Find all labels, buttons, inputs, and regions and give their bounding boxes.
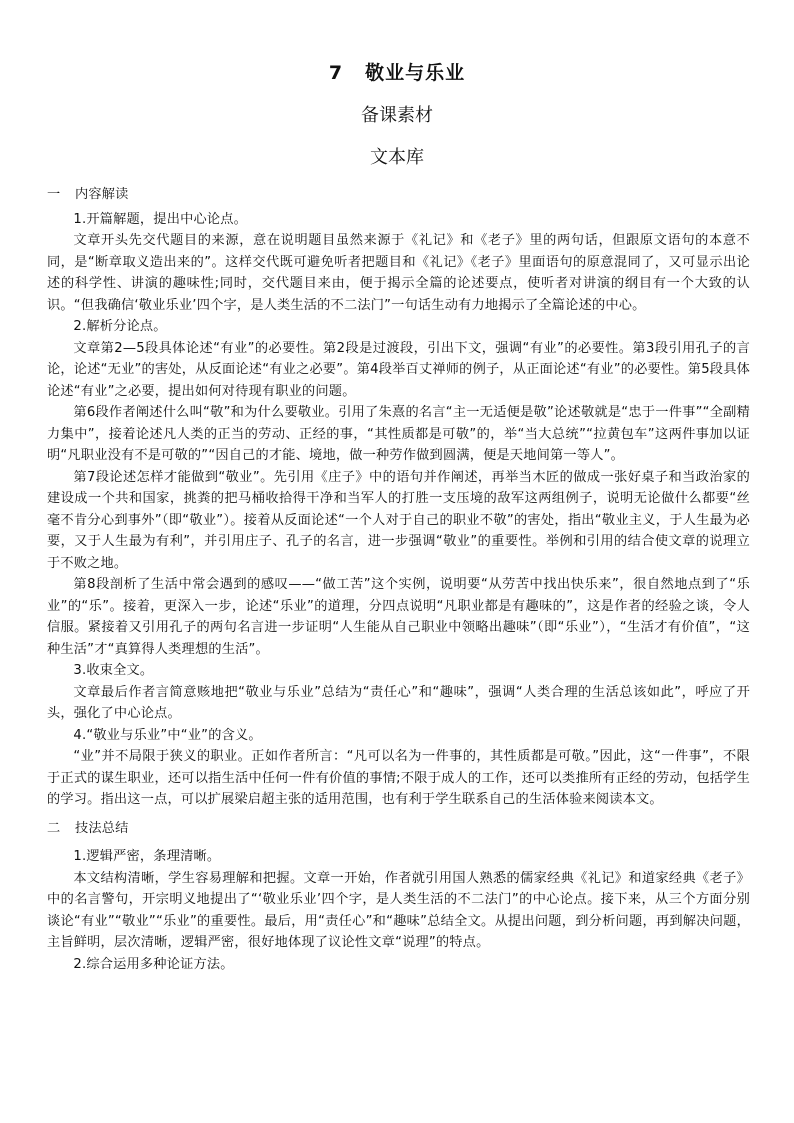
list-item: 3.收束全文。 bbox=[73, 663, 154, 678]
paragraph: 文章最后作者言简意赅地把“敬业与乐业”总结为“责任心”和“趣味”，强调“人类合理的生活总该如此”，呼应了开头，强化了中心论点。 bbox=[47, 684, 750, 721]
section-heading-1 bbox=[47, 184, 750, 206]
document-body bbox=[47, 184, 750, 975]
lesson-number: 7 bbox=[328, 62, 344, 84]
paragraph: 第6段作者阐述什么叫“敬”和为什么要敬业。引用了朱熹的名言“主一无适便是敬”论述敬就是“忠于一件事”“全副精力集中”，接着论述凡人类的正当的劳动、正经的事，“其性质都是可敬”的，举“当大总统”“拉黄包车”这两件事加以证明“凡职业没有不是可敬的”“因自己的才能、境地，做一种劳作做到圆满，便是天地间第一等人”。 bbox=[47, 405, 750, 463]
list-item: 1.开篇解题，提出中心论点。 bbox=[73, 211, 248, 227]
subtitle-2: 文本库 bbox=[370, 147, 424, 168]
lesson-title bbox=[0, 58, 794, 85]
paragraph: 第7段论述怎样才能做到“敬业”。先引用《庄子》中的语句并作阐述，再举当木匠的做成一张好桌子和当政治家的建设成一个共和国家，挑粪的把马桶收拾得干净和当军人的打胜一支压境的敌军这两组例子，说明无论做什么都要“丝毫不肯分心到事外”（即“敬业”）。接着从反面论述“一个人对于自己的职业不敬”的害处，指出“敬业主义，于人生最为必要，又于人生最为有利”，并引用庄子、孔子的名言，进一步强调“敬业”的重要性。举例和引用的结合使文章的说理立于不败之地。 bbox=[47, 469, 750, 571]
list-item: 1.逻辑严密，条理清晰。 bbox=[73, 849, 221, 864]
section-title: 技法总结 bbox=[75, 820, 129, 836]
paragraph: 第8段剖析了生活中常会遇到的感叹——“做工苦”这个实例，说明要“从劳苦中找出快乐来”，很自然地点到了“乐业”的“乐”。接着，更深入一步，论述“乐业”的道理，分四点说明“凡职业都是有趣味的”，这是作者的经验之谈，令人信服。紧接着又引用孔子的两句名言进一步证明“人生能从自己职业中领略出趣味”（即“乐业”），“生活才有价值”，“这种生活”才“真算得人类理想的生活”。 bbox=[47, 577, 750, 657]
list-item: 4.“敬业与乐业”中“业”的含义。 bbox=[73, 727, 262, 743]
section-number: 一 bbox=[47, 187, 61, 202]
lesson-title-text: 敬业与乐业 bbox=[365, 62, 466, 84]
section-heading-2 bbox=[47, 818, 750, 840]
section-number: 二 bbox=[47, 820, 61, 836]
paragraph: 文章开头先交代题目的来源，意在说明题目虽然来源于《礼记》和《老子》里的两句话，但跟原文语句的本意不同，是“断章取义造出来的”。这样交代既可避免听者把题目和《礼记》《老子》里面语句的原意混同了，又可显示出论述的科学性、讲演的趣味性;同时，交代题目来由，便于揭示全篇的论述要点，使听者对讲演的纲目有一个大致的认识。“但我确信‘敬业乐业’四个字，是人类生活的不二法门”一句话生动有力地揭示了全篇论述的中心。 bbox=[47, 233, 750, 313]
subtitle: 备课素材 bbox=[361, 105, 433, 126]
section-title: 内容解读 bbox=[75, 187, 129, 202]
list-item: 2.解析分论点。 bbox=[73, 319, 167, 334]
paragraph: 文章第2—5段具体论述“有业”的必要性。第2段是过渡段，引出下文，强调“有业”的必要性。第3段引用孔子的言论，论述“无业”的害处，从反面论述“有业之必要”。第4段举百丈禅师的例子，从正面论述“有业”的必要性。第5段具体论述“有业”之必要，提出如何对待现有职业的问题。 bbox=[47, 340, 750, 399]
list-item: 2.综合运用多种论证方法。 bbox=[73, 956, 234, 972]
paragraph: 本文结构清晰，学生容易理解和把握。文章一开始，作者就引用国人熟悉的儒家经典《礼记》和道家经典《老子》中的名言警句，开宗明义地提出了“‘敬业乐业’四个字，是人类生活的不二法门”的中心论点。接下来，从三个方面分别谈论“有业”“敬业”“乐业”的重要性。最后，用“责任心”和“趣味”总结全文。从提出问题，到分析问题，再到解决问题，主旨鲜明，层次清晰，逻辑严密，很好地体现了议论性文章“说理”的特点。 bbox=[47, 870, 750, 950]
paragraph: “业”并不局限于狭义的职业。正如作者所言：“凡可以名为一件事的，其性质都是可敬。”因此，这“一件事”，不限于正式的谋生职业，还可以指生活中任何一件有价值的事情;不限于成人的工作，还可以类推所有正经的劳动，包括学生的学习。指出这一点，可以扩展梁启超主张的适用范围，也有利于学生联系自己的生活体验来阅读本文。 bbox=[47, 749, 750, 807]
